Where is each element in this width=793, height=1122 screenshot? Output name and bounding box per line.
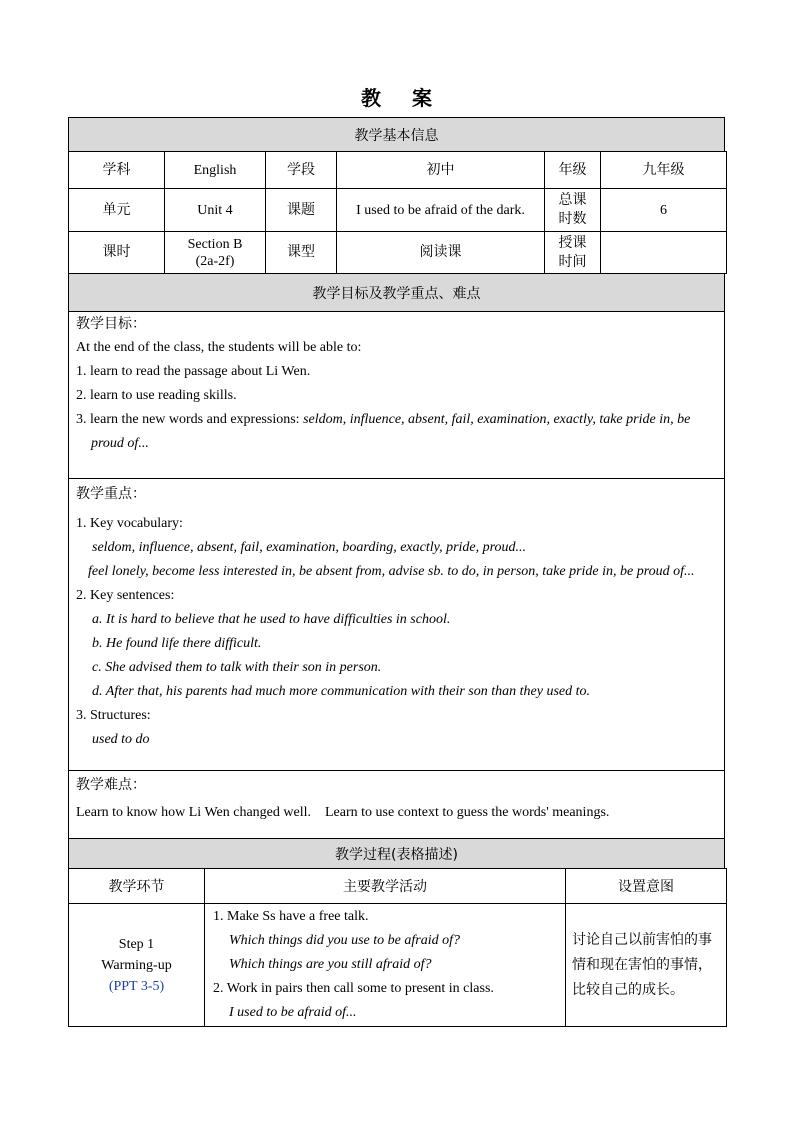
key-sentence: d. After that, his parents had much more communication with their son than they used to. <box>92 684 590 699</box>
step-stage: Warming-up <box>101 957 172 973</box>
process-table <box>68 868 727 1027</box>
info-cell: 年级 <box>545 152 601 189</box>
structures-label: 3. Structures: <box>76 708 151 723</box>
info-cell: English <box>165 152 266 189</box>
key-sentences-label: 2. Key sentences: <box>76 588 175 603</box>
key-vocab-words: seldom, influence, absent, fail, examination, boarding, exactly, pride, proud... <box>92 540 527 555</box>
objective-item: 1. learn to read the passage about Li Wen. <box>76 364 311 379</box>
activity-question: Which things are you still afraid of? <box>229 957 432 972</box>
info-cell: 九年级 <box>601 152 727 189</box>
objective-item <box>76 408 724 456</box>
process-column-header: 教学环节 <box>69 869 205 904</box>
objective-item-words: seldom, influence, absent, fail, examination, exactly, take pride in, be proud of... <box>91 412 691 451</box>
info-cell: 授课时间 <box>545 232 601 274</box>
activities-cell <box>205 904 566 1027</box>
basic-info-header: 教学基本信息 <box>68 117 725 152</box>
key-sentence: c. She advised them to talk with their son in person. <box>92 660 382 675</box>
info-cell: 课时 <box>69 232 165 274</box>
info-cell <box>601 232 727 274</box>
info-cell: 阅读课 <box>337 232 545 274</box>
goals-header: 教学目标及教学重点、难点 <box>68 274 725 312</box>
process-column-header: 设置意图 <box>566 869 727 904</box>
info-cell: 学段 <box>266 152 337 189</box>
step-name: Step 1 <box>118 936 155 952</box>
key-vocab-phrases: feel lonely, become less interested in, be absent from, advise sb. to do, in person, take pride in, be proud of... <box>88 564 695 579</box>
info-row <box>69 189 727 232</box>
process-header: 教学过程(表格描述) <box>68 839 725 869</box>
info-cell: I used to be afraid of the dark. <box>337 189 545 232</box>
key-sentence: b. He found life there difficult. <box>92 636 262 651</box>
difficulties-text: Learn to know how Li Wen changed well. Learn to use context to guess the words' meanings. <box>76 805 610 820</box>
info-cell: 学科 <box>69 152 165 189</box>
activity-item: 2. Work in pairs then call some to present in class. <box>213 981 494 996</box>
info-cell: Section B (2a-2f) <box>165 232 266 274</box>
activity-question: Which things did you use to be afraid of? <box>229 933 460 948</box>
process-header-row <box>69 869 727 904</box>
structure-item: used to do <box>92 732 150 747</box>
objectives-section <box>68 312 725 479</box>
objectives-heading: 教学目标： <box>76 316 146 332</box>
info-cell: 课题 <box>266 189 337 232</box>
info-cell: 6 <box>601 189 727 232</box>
difficulties-heading: 教学难点： <box>76 777 146 793</box>
purpose-cell: 讨论自己以前害怕的事情和现在害怕的事情，比较自己的成长。 <box>566 904 727 1027</box>
info-cell: 总课时数 <box>545 189 601 232</box>
objective-item: 2. learn to use reading skills. <box>76 388 237 403</box>
process-column-header: 主要教学活动 <box>205 869 566 904</box>
step-ppt: (PPT 3-5) <box>108 978 165 994</box>
key-points-heading: 教学重点： <box>76 486 146 502</box>
difficulties-section <box>68 771 725 839</box>
activity-item: 1. Make Ss have a free talk. <box>213 909 369 924</box>
info-cell: Unit 4 <box>165 189 266 232</box>
document-title: 教 案 <box>361 86 444 110</box>
objective-item-text: 3. learn the new words and expressions: <box>76 412 304 427</box>
process-row <box>69 904 727 1027</box>
info-cell: 课型 <box>266 232 337 274</box>
info-cell: 初中 <box>337 152 545 189</box>
info-cell: 单元 <box>69 189 165 232</box>
basic-info-table <box>68 151 727 274</box>
activity-sentence: I used to be afraid of... <box>229 1005 357 1020</box>
key-vocab-label: 1. Key vocabulary: <box>76 516 183 531</box>
key-points-section <box>68 479 725 771</box>
info-row <box>69 152 727 189</box>
info-row <box>69 232 727 274</box>
objectives-intro: At the end of the class, the students will be able to: <box>76 340 362 355</box>
step-cell <box>69 904 205 1027</box>
key-sentence: a. It is hard to believe that he used to have difficulties in school. <box>92 612 451 627</box>
